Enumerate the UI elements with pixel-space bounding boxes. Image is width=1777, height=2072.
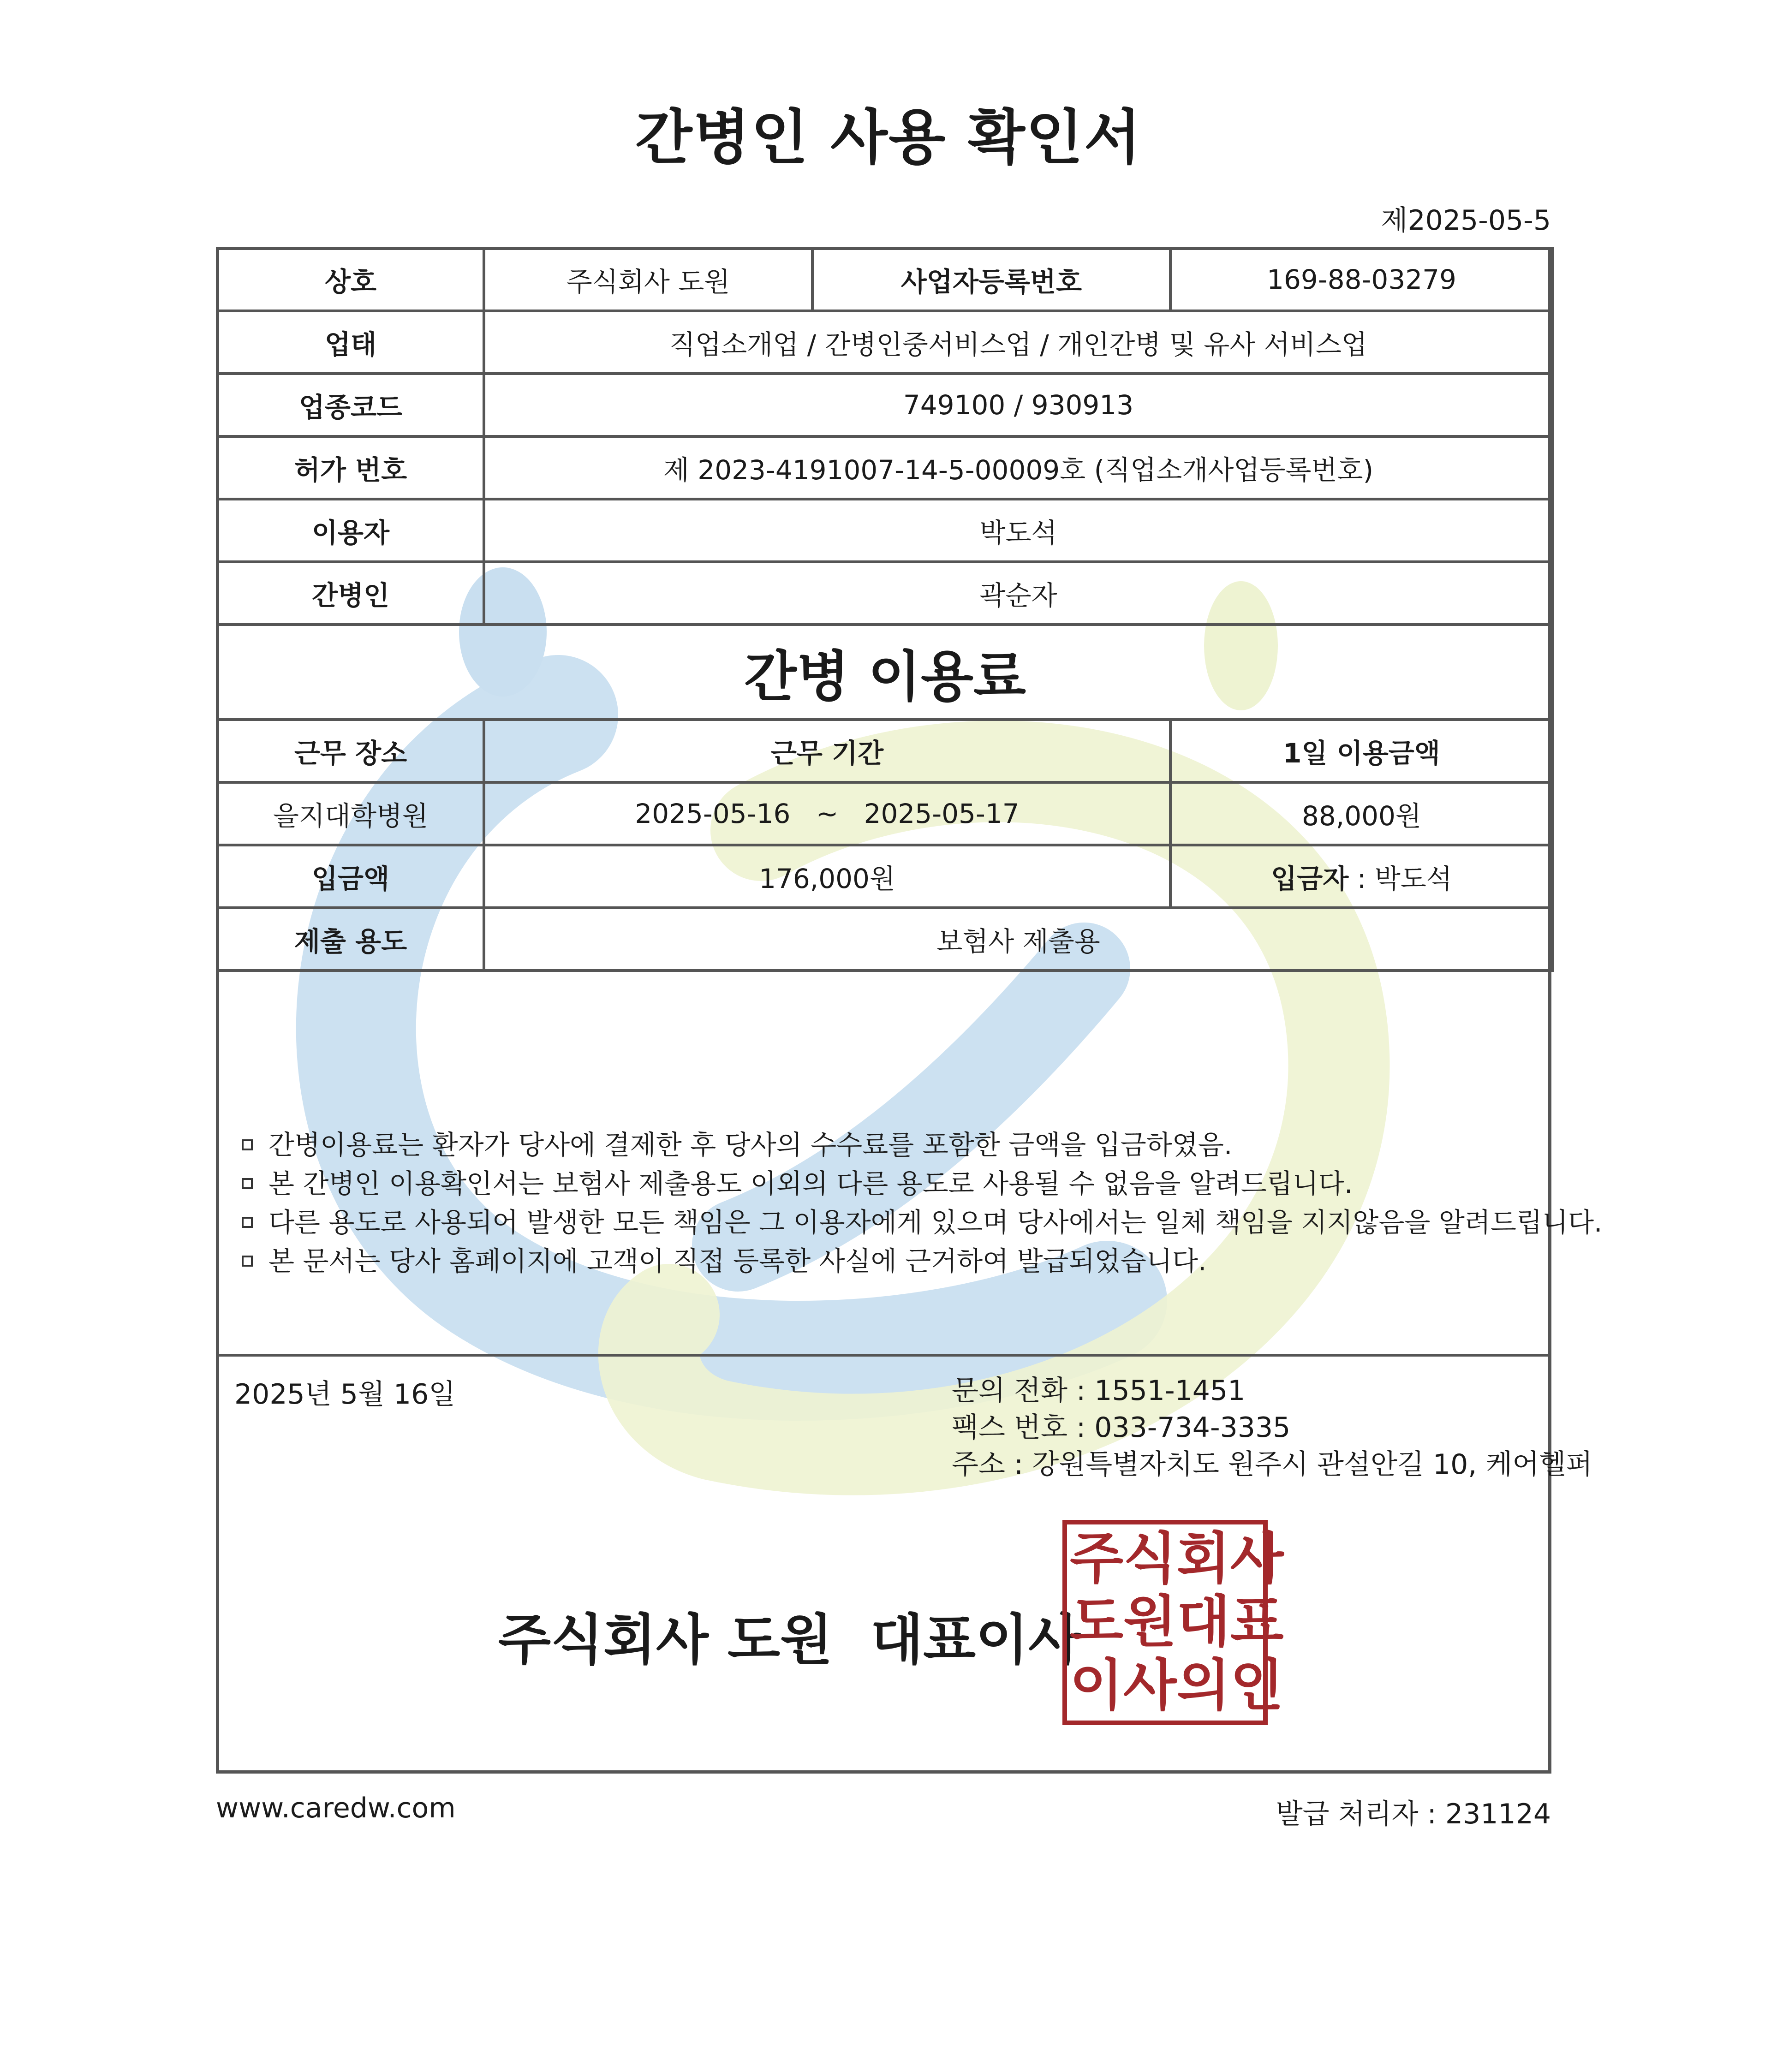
seal-char: 사: [1123, 1654, 1177, 1718]
issue-date: 2025년 5월 16일: [234, 1378, 456, 1411]
seal-char: 의: [1176, 1654, 1230, 1718]
list-item: [240, 1242, 1541, 1280]
payer-name: : 박도석: [1348, 863, 1452, 894]
bullet-icon: [242, 1178, 253, 1189]
daily-fee-label: 1일 이용금액: [1170, 720, 1553, 782]
bullet-icon: [242, 1139, 253, 1150]
daily-fee: 88,000원: [1170, 782, 1553, 845]
work-period-label: 근무 기간: [484, 720, 1170, 782]
user-name: 박도석: [484, 499, 1553, 562]
caregiver-label: 간병인: [217, 562, 484, 625]
website-link[interactable]: www.caredw.com: [216, 1792, 456, 1824]
industry-code: 749100 / 930913: [484, 374, 1553, 436]
work-period: 2025-05-16 ~ 2025-05-17: [484, 782, 1170, 845]
seal-char: 사: [1230, 1526, 1284, 1591]
table-row: [217, 782, 1553, 845]
reg-number-label: 사업자등록번호: [812, 248, 1170, 311]
business-type: 직업소개업 / 간병인중서비스업 / 개인간병 및 유사 서비스업: [484, 311, 1553, 374]
company-name: 주식회사 도원: [484, 248, 812, 311]
contact-phone: 문의 전화 : 1551-1451: [952, 1375, 1246, 1407]
notice-text: 다른 용도로 사용되어 발생한 모든 책임은 그 이용자에게 있으며 당사에서는 일체 책임을 지지않음을 알려드립니다.: [268, 1207, 1603, 1238]
license-label: 허가 번호: [217, 436, 484, 499]
seal-char: 주: [1070, 1526, 1123, 1591]
business-type-label: 업태: [217, 311, 484, 374]
table-row: [217, 720, 1553, 782]
seal-char: 원: [1123, 1590, 1177, 1655]
table-row: [217, 436, 1553, 499]
contact-address: 주소 : 강원특별자치도 원주시 관설안길 10, 케어헬퍼: [952, 1448, 1593, 1481]
bullet-icon: [242, 1256, 253, 1267]
fee-heading: 간병 이용료: [217, 625, 1553, 720]
payer-label: 입금자: [1271, 863, 1349, 894]
user-label: 이용자: [217, 499, 484, 562]
table-row: [217, 311, 1553, 374]
section-divider: [216, 1354, 1551, 1357]
purpose: 보험사 제출용: [484, 908, 1553, 971]
work-place: 을지대학병원: [217, 782, 484, 845]
table-row: [217, 248, 1553, 311]
bullet-icon: [242, 1217, 253, 1228]
company-name-label: 상호: [217, 248, 484, 311]
seal-char: 대: [1176, 1590, 1230, 1655]
seal-char: 회: [1176, 1526, 1230, 1591]
list-item: [240, 1125, 1541, 1164]
list-item: [240, 1203, 1603, 1242]
table-row: [217, 374, 1553, 436]
table-row: [217, 845, 1553, 908]
seal-char: 이: [1070, 1654, 1123, 1718]
seal-char: 표: [1230, 1590, 1284, 1655]
purpose-label: 제출 용도: [217, 908, 484, 971]
document-number: 제2025-05-5: [1381, 204, 1551, 237]
seal-char: 인: [1230, 1654, 1284, 1718]
list-item: [240, 1164, 1541, 1203]
contact-fax: 팩스 번호 : 033-734-3335: [952, 1411, 1291, 1444]
notice-text: 간병이용료는 환자가 당사에 결제한 후 당사의 수수료를 포함한 금액을 입금하였음.: [268, 1129, 1233, 1161]
notice-text: 본 문서는 당사 홈페이지에 고객이 직접 등록한 사실에 근거하여 발급되었습니다.: [268, 1245, 1207, 1277]
table-row: [217, 499, 1553, 562]
payer-cell: [1170, 845, 1553, 908]
reg-number: 169-88-03279: [1170, 248, 1553, 311]
caregiver-name: 곽순자: [484, 562, 1553, 625]
seal-char: 식: [1123, 1526, 1177, 1591]
industry-code-label: 업종코드: [217, 374, 484, 436]
table-row: [217, 625, 1553, 720]
company-signature: 주식회사 도원 대표이사: [498, 1608, 1081, 1672]
notice-text: 본 간병인 이용확인서는 보험사 제출용도 이외의 다른 용도로 사용될 수 없음을 알려드립니다.: [268, 1168, 1353, 1199]
issuer-info: 발급 처리자 : 231124: [1276, 1798, 1551, 1830]
license-number: 제 2023-4191007-14-5-00009호 (직업소개사업등록번호): [484, 436, 1553, 499]
company-seal: [1062, 1520, 1284, 1725]
table-row: [217, 562, 1553, 625]
document-title: 간병인 사용 확인서: [635, 103, 1142, 172]
deposit-amount: 176,000원: [484, 845, 1170, 908]
work-place-label: 근무 장소: [217, 720, 484, 782]
seal-char: 도: [1070, 1590, 1123, 1655]
table-row: [217, 908, 1553, 971]
info-table: [216, 247, 1554, 972]
deposit-label: 입금액: [217, 845, 484, 908]
notice-list: [240, 1125, 1603, 1280]
contact-info: [952, 1372, 1592, 1483]
